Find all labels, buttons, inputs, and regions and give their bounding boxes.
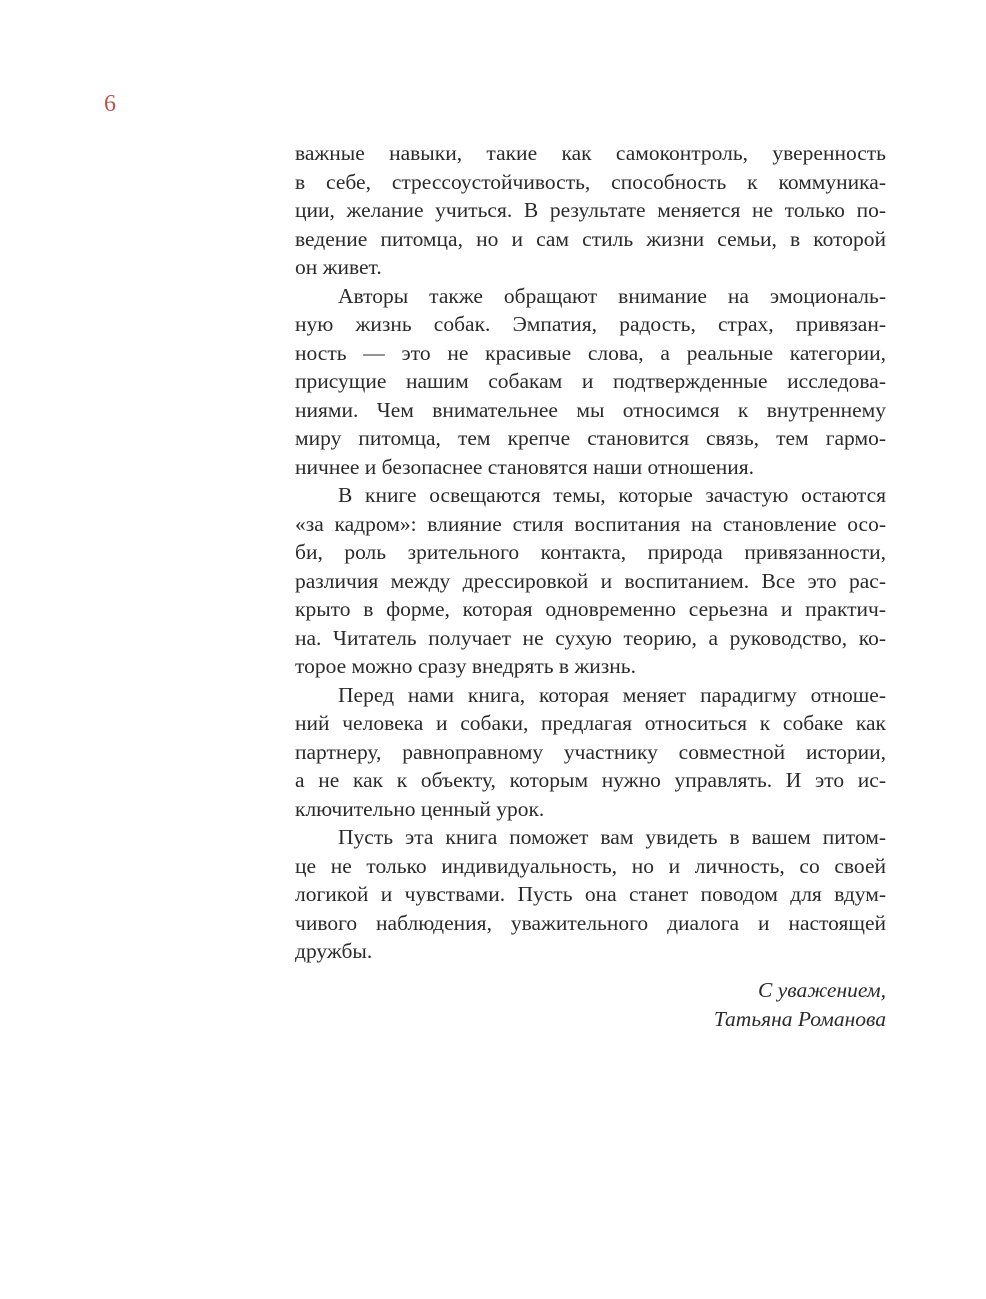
text-line: он живет.	[295, 255, 382, 279]
text-line: ции, желание учиться. В результате меняется не только по-	[295, 198, 886, 222]
signature-author: Татьяна Романова	[713, 1007, 886, 1031]
paragraph-3	[295, 481, 886, 681]
text-line: а не как к объекту, которым нужно управлять. И это ис-	[295, 768, 886, 792]
text-line: ность — это не красивые слова, а реальные категории,	[295, 340, 886, 365]
text-line: ключительно ценный урок.	[295, 796, 545, 821]
text-line: В книге освещаются темы, которые зачастую остаются	[338, 483, 886, 507]
text-line: миру питомца, тем крепче становится связь, тем гармо-	[295, 426, 886, 450]
text-line: крыто в форме, которая одновременно серьезна и практич-	[295, 597, 886, 621]
text-line: Перед нами книга, которая меняет парадигму отноше-	[338, 682, 886, 707]
text-line: важные навыки, такие как самоконтроль, уверенность	[295, 141, 886, 165]
text-line: Пусть эта книга поможет вам увидеть в вашем питом-	[338, 825, 886, 849]
text-line: ную жизнь собак. Эмпатия, радость, страх, привязан-	[295, 312, 886, 336]
paragraph-1	[295, 139, 886, 282]
paragraph-2	[295, 282, 886, 482]
text-line: на. Читатель получает не сухую теорию, а руководство, ко-	[295, 625, 886, 650]
body-text	[295, 139, 886, 966]
text-line: дружбы.	[295, 939, 373, 963]
text-line: Авторы также обращают внимание на эмоциональ-	[338, 283, 886, 308]
text-line: различия между дрессировкой и воспитанием. Все это рас-	[295, 568, 886, 593]
text-line: партнеру, равноправному участнику совместной истории,	[295, 739, 886, 764]
text-line: логикой и чувствами. Пусть она станет поводом для вдум-	[295, 882, 886, 906]
text-line: чивого наблюдения, уважительного диалога и настоящей	[295, 910, 886, 935]
paragraph-5	[295, 823, 886, 966]
text-line: ниями. Чем внимательнее мы относимся к внутреннему	[295, 397, 886, 422]
text-line: це не только индивидуальность, но и личность, со своей	[295, 853, 886, 878]
text-line: ведение питомца, но и сам стиль жизни семьи, в которой	[295, 226, 886, 251]
text-line: ний человека и собаки, предлагая относиться к собаке как	[295, 711, 886, 735]
text-line: присущие нашим собакам и подтвержденные исследова-	[295, 369, 886, 393]
text-line: «за кадром»: влияние стиля воспитания на становление осо-	[295, 511, 886, 536]
page-number: 6	[104, 91, 116, 117]
text-line: ничнее и безопаснее становятся наши отношения.	[295, 454, 755, 479]
paragraph-4	[295, 681, 886, 824]
text-line: би, роль зрительного контакта, природа привязанности,	[295, 540, 886, 564]
signature-greeting: С уважением,	[758, 978, 886, 1002]
text-line: в себе, стрессоустойчивость, способность к коммуника-	[295, 169, 886, 194]
signature	[714, 976, 886, 1034]
text-line: торое можно сразу внедрять в жизнь.	[295, 654, 636, 678]
